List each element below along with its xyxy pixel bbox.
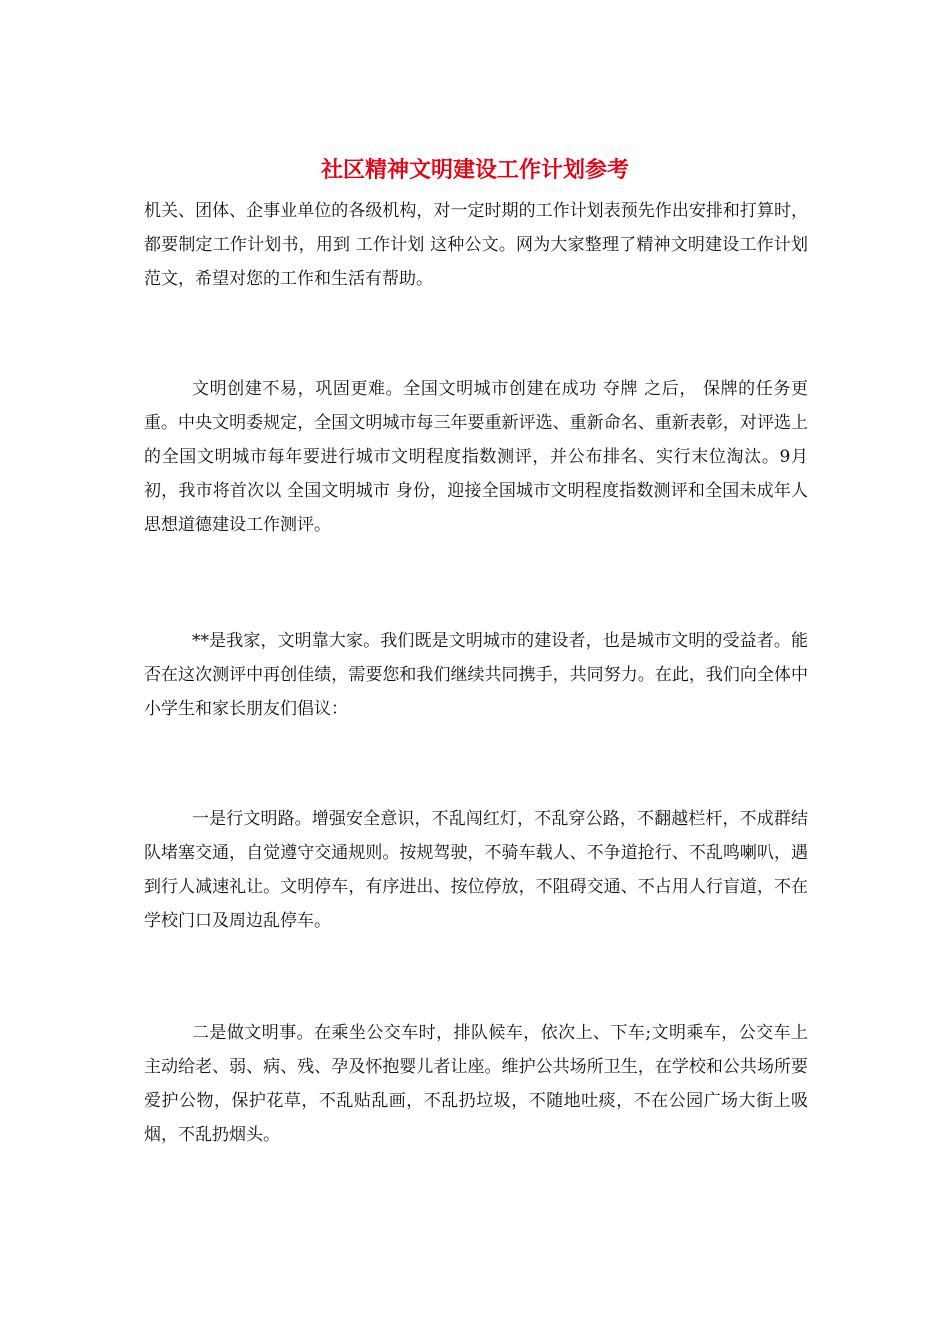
body-paragraph: 二是做文明事。在乘坐公交车时，排队候车，依次上、下车;文明乘车，公交车上主动给老、弱、病、残、孕及怀抱婴儿者让座。维护公共场所卫生，在学校和公共场所要爱护公物，保护花草，不乱贴乱画，不乱扔垃圾，不随地吐痰，不在公园广场大街上吸烟，不乱扔烟头。	[144, 1023, 808, 1145]
intro-paragraph: 机关、团体、企事业单位的各级机构，对一定时期的工作计划表预先作出安排和打算时，都要制定工作计划书，用到 工作计划 这种公文。网为大家整理了精神文明建设工作计划范文，希望对您的工作和生活有帮助。	[144, 201, 808, 289]
document-title: 社区精神文明建设工作计划参考	[320, 157, 629, 183]
body-paragraph: 一是行文明路。增强安全意识，不乱闯红灯，不乱穿公路，不翻越栏杆，不成群结队堵塞交通，自觉遵守交通规则。按规驾驶，不骑车载人、不争道抢行、不乱鸣喇叭，遇到行人减速礼让。文明停车，有序进出、按位停放，不阻碍交通、不占用人行盲道，不在学校门口及周边乱停车。	[144, 809, 808, 931]
body-paragraph: **是我家，文明靠大家。我们既是文明城市的建设者，也是城市文明的受益者。能否在这次测评中再创佳绩，需要您和我们继续共同携手，共同努力。在此，我们向全体中小学生和家长朋友们倡议：	[144, 631, 808, 719]
body-paragraph: 文明创建不易，巩固更难。全国文明城市创建在成功 夺牌 之后， 保牌的任务更重。中央文明委规定，全国文明城市每三年要重新评选、重新命名、重新表彰，对评选上的全国文明城市每年要进行城市文明程度指数测评，并公布排名、实行末位淘汰。9月初，我市将首次以 全国文明城市 身份，迎接全国城市文明程度指数测评和全国未成年人思想道德建设工作测评。	[144, 379, 808, 535]
